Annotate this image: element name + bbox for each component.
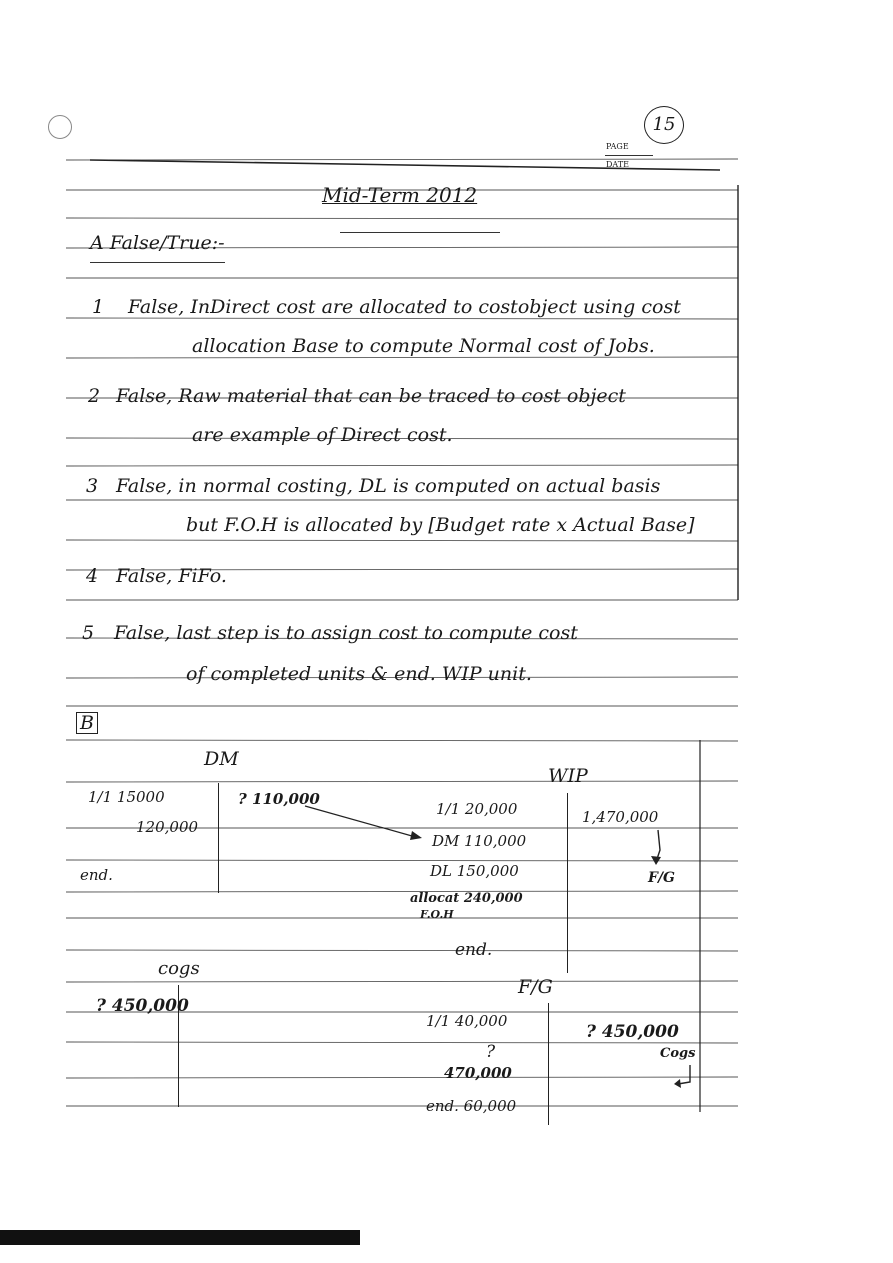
section-a-heading: A False/True:- [90, 232, 225, 254]
scan-edge-bar [0, 1230, 360, 1245]
date-label: DATE [606, 160, 629, 169]
ruled-line [66, 950, 738, 951]
page-number: 15 [644, 106, 684, 144]
binder-hole [48, 115, 72, 139]
fg-credit-note: Cogs [660, 1046, 696, 1061]
title-underline [340, 232, 500, 233]
ruled-line [66, 465, 738, 466]
ruled-line [66, 781, 738, 782]
curved-arrow-icon [672, 1062, 698, 1092]
transfer-arrow-icon [300, 800, 430, 845]
answer-number: 1 [92, 296, 105, 318]
answer-line-2: are example of Direct cost. [192, 424, 453, 446]
wip-credit: 1,470,000 [582, 808, 659, 826]
dm-credit: ? 110,000 [238, 790, 320, 808]
wip-debit-end: end. [455, 940, 493, 960]
wip-account-title: WIP [548, 765, 588, 787]
cogs-account-title: cogs [158, 958, 200, 979]
answer-line-2: allocation Base to compute Normal cost of Jobs. [192, 335, 655, 357]
answer-line-2: of completed units & end. WIP unit. [186, 663, 532, 685]
answer-line-1: False, in normal costing, DL is computed on actual basis [116, 475, 661, 497]
ruled-line [66, 159, 738, 160]
fg-account-divider [548, 1003, 549, 1125]
ruled-line [66, 891, 738, 892]
ruled-line [66, 860, 738, 861]
fg-debit-2: ? [486, 1042, 496, 1062]
answer-line-1: False, Raw material that can be traced to cost object [116, 385, 626, 407]
cogs-debit: ? 450,000 [96, 996, 189, 1016]
dm-debit-2: 120,000 [136, 818, 199, 836]
dm-debit-1: 1/1 15000 [88, 788, 165, 806]
down-arrow-icon [648, 828, 668, 868]
answer-number: 2 [88, 385, 101, 407]
answer-number: 4 [86, 565, 99, 587]
wip-credit-note: F/G [648, 870, 676, 886]
ruled-line [66, 1077, 738, 1078]
answer-line-1: False, FiFo. [116, 565, 227, 587]
fg-debit-1: 1/1 40,000 [426, 1012, 508, 1030]
ruled-line [66, 218, 738, 219]
ruled-line [66, 981, 738, 982]
fg-debit-end: end. 60,000 [426, 1097, 517, 1115]
wip-debit-4: allocat 240,000 [410, 891, 523, 906]
fg-credit: ? 450,000 [586, 1022, 679, 1042]
answer-line-2: but F.O.H is allocated by [Budget rate x Actual Base] [186, 514, 695, 536]
ruled-line [66, 540, 738, 541]
answer-number: 3 [86, 475, 99, 497]
answer-line-1: False, last step is to assign cost to compute cost [114, 622, 578, 644]
wip-debit-2: DM 110,000 [432, 832, 527, 850]
wip-debit-3: DL 150,000 [430, 862, 519, 880]
wip-debit-1: 1/1 20,000 [436, 800, 518, 818]
dm-account-title: DM [204, 748, 239, 770]
fg-debit-3: 470,000 [444, 1064, 512, 1082]
page-field-line [605, 155, 653, 156]
page-title: Mid-Term 2012 [322, 183, 478, 207]
wip-account-divider [567, 793, 568, 973]
ruled-line [66, 1042, 738, 1043]
wip-debit-4-label: F.O.H [420, 908, 454, 921]
dm-account-divider [218, 783, 219, 893]
fg-account-title: F/G [518, 976, 553, 998]
ruled-line [66, 318, 738, 319]
section-a-underline [90, 262, 225, 263]
answer-number: 5 [82, 622, 95, 644]
section-b-heading: B [76, 712, 98, 734]
answer-line-1: False, InDirect cost are allocated to costobject using cost [128, 296, 681, 318]
ruled-line [66, 357, 738, 358]
page-label: PAGE [606, 142, 629, 151]
dm-debit-3: end. [80, 866, 113, 884]
ruled-line [66, 740, 738, 741]
